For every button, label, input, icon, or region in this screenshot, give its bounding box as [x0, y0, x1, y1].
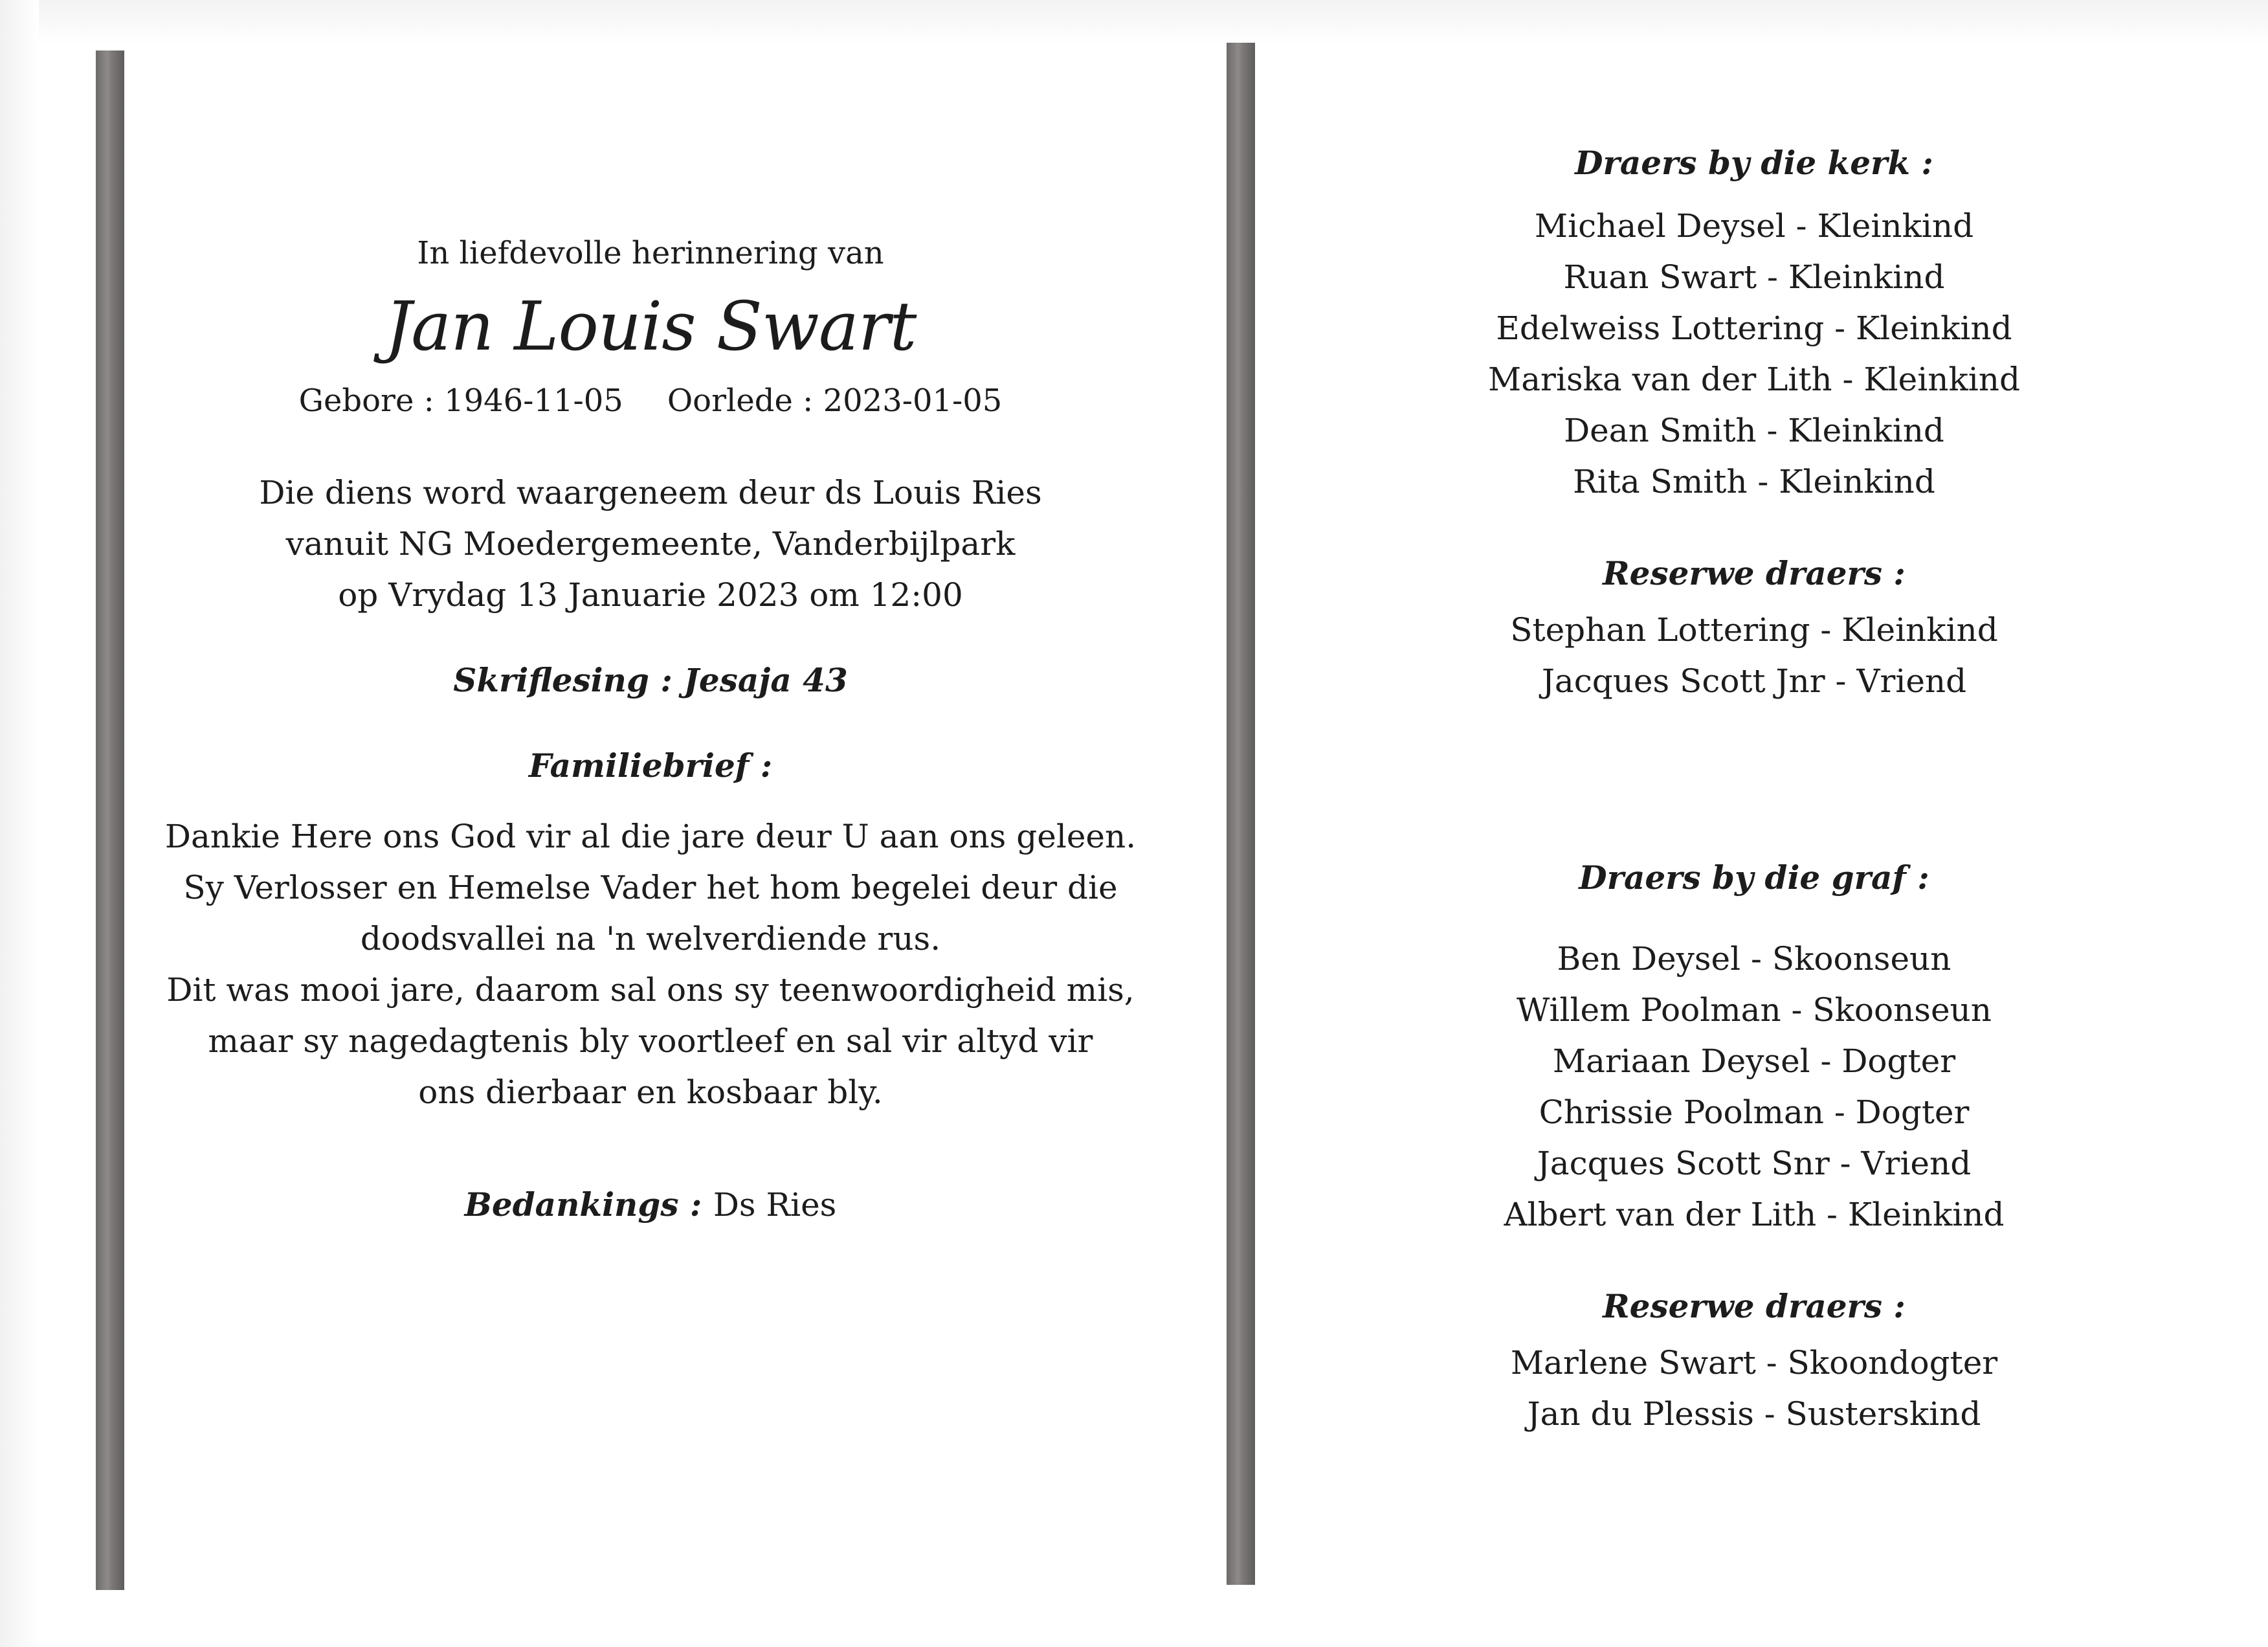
left-panel [149, 233, 1152, 1226]
grave-bearers-list [1295, 934, 2214, 1240]
thanks [149, 1184, 1152, 1226]
list-item: Jacques Scott Snr - Vriend [1537, 1145, 1972, 1182]
church-reserves-list [1295, 605, 2214, 707]
list-item: Jacques Scott Jnr - Vriend [1541, 662, 1967, 700]
grave-reserves-heading: Reserwe draers : [1603, 1287, 1906, 1325]
list-item: Ruan Swart - Kleinkind [1563, 258, 1945, 296]
scripture-reading [149, 660, 1152, 701]
thanks-value: Ds Ries [713, 1186, 837, 1224]
service-details [149, 467, 1152, 621]
church-reserves-heading: Reserwe draers : [1603, 554, 1906, 592]
intro-text: In liefdevolle herinnering van [417, 235, 884, 271]
list-item: Chrissie Poolman - Dogter [1539, 1093, 1970, 1131]
list-item: Jan du Plessis - Susterskind [1527, 1395, 1981, 1433]
grave-bearers-heading: Draers by die graf : [1579, 858, 1929, 897]
list-item: Ben Deysel - Skoonseun [1557, 940, 1951, 978]
list-item: Dean Smith - Kleinkind [1564, 412, 1944, 449]
list-item: Michael Deysel - Kleinkind [1534, 207, 1974, 245]
church-bearers-heading: Draers by die kerk : [1575, 144, 1933, 182]
list-item: Mariska van der Lith - Kleinkind [1488, 361, 2020, 398]
right-panel [1295, 142, 2214, 1440]
deceased-name: Jan Louis Swart [384, 287, 917, 366]
reading-value: Jesaja 43 [684, 661, 848, 699]
died-label: Oorlede : [667, 383, 814, 419]
born-label: Gebore : [298, 383, 434, 419]
letter-line: Dit was mooi jare, daarom sal ons sy teenwoordigheid mis, [166, 971, 1135, 1009]
letter-line: maar sy nagedagtenis bly voortleef en sal vir altyd vir [208, 1022, 1093, 1060]
service-line: Die diens word waargeneem deur ds Louis Ries [259, 474, 1042, 511]
died-date: 2023-01-05 [823, 383, 1003, 419]
reading-label: Skriflesing : [453, 661, 673, 699]
list-item: Mariaan Deysel - Dogter [1552, 1042, 1956, 1080]
family-letter-heading: Familiebrief : [528, 746, 773, 785]
letter-line: Sy Verlosser en Hemelse Vader het hom begelei deur die [183, 869, 1118, 906]
list-item: Rita Smith - Kleinkind [1573, 463, 1935, 500]
service-line: vanuit NG Moedergemeente, Vanderbijlpark [285, 525, 1016, 563]
letter-line: Dankie Here ons God vir al die jare deur U aan ons geleen. [164, 818, 1137, 855]
letter-line: doodsvallei na 'n welverdiende rus. [360, 920, 941, 958]
grave-reserves-list [1295, 1338, 2214, 1440]
left-fold-bar [96, 50, 124, 1590]
list-item: Marlene Swart - Skoondogter [1510, 1344, 1998, 1382]
list-item: Edelweiss Lottering - Kleinkind [1496, 309, 2012, 347]
thanks-label: Bedankings : [464, 1185, 702, 1224]
list-item: Willem Poolman - Skoonseun [1517, 991, 1992, 1029]
church-bearers-list [1295, 201, 2214, 508]
list-item: Albert van der Lith - Kleinkind [1504, 1196, 2005, 1233]
born-date: 1946-11-05 [444, 383, 623, 419]
letter-line: ons dierbaar en kosbaar bly. [418, 1073, 883, 1111]
family-letter [149, 811, 1152, 1118]
life-dates [149, 381, 1152, 421]
scan-edge-top [0, 0, 2268, 45]
right-fold-bar [1227, 43, 1255, 1585]
list-item: Stephan Lottering - Kleinkind [1510, 611, 1998, 649]
service-line: op Vrydag 13 Januarie 2023 om 12:00 [338, 576, 963, 614]
scan-edge-left [0, 0, 39, 1647]
